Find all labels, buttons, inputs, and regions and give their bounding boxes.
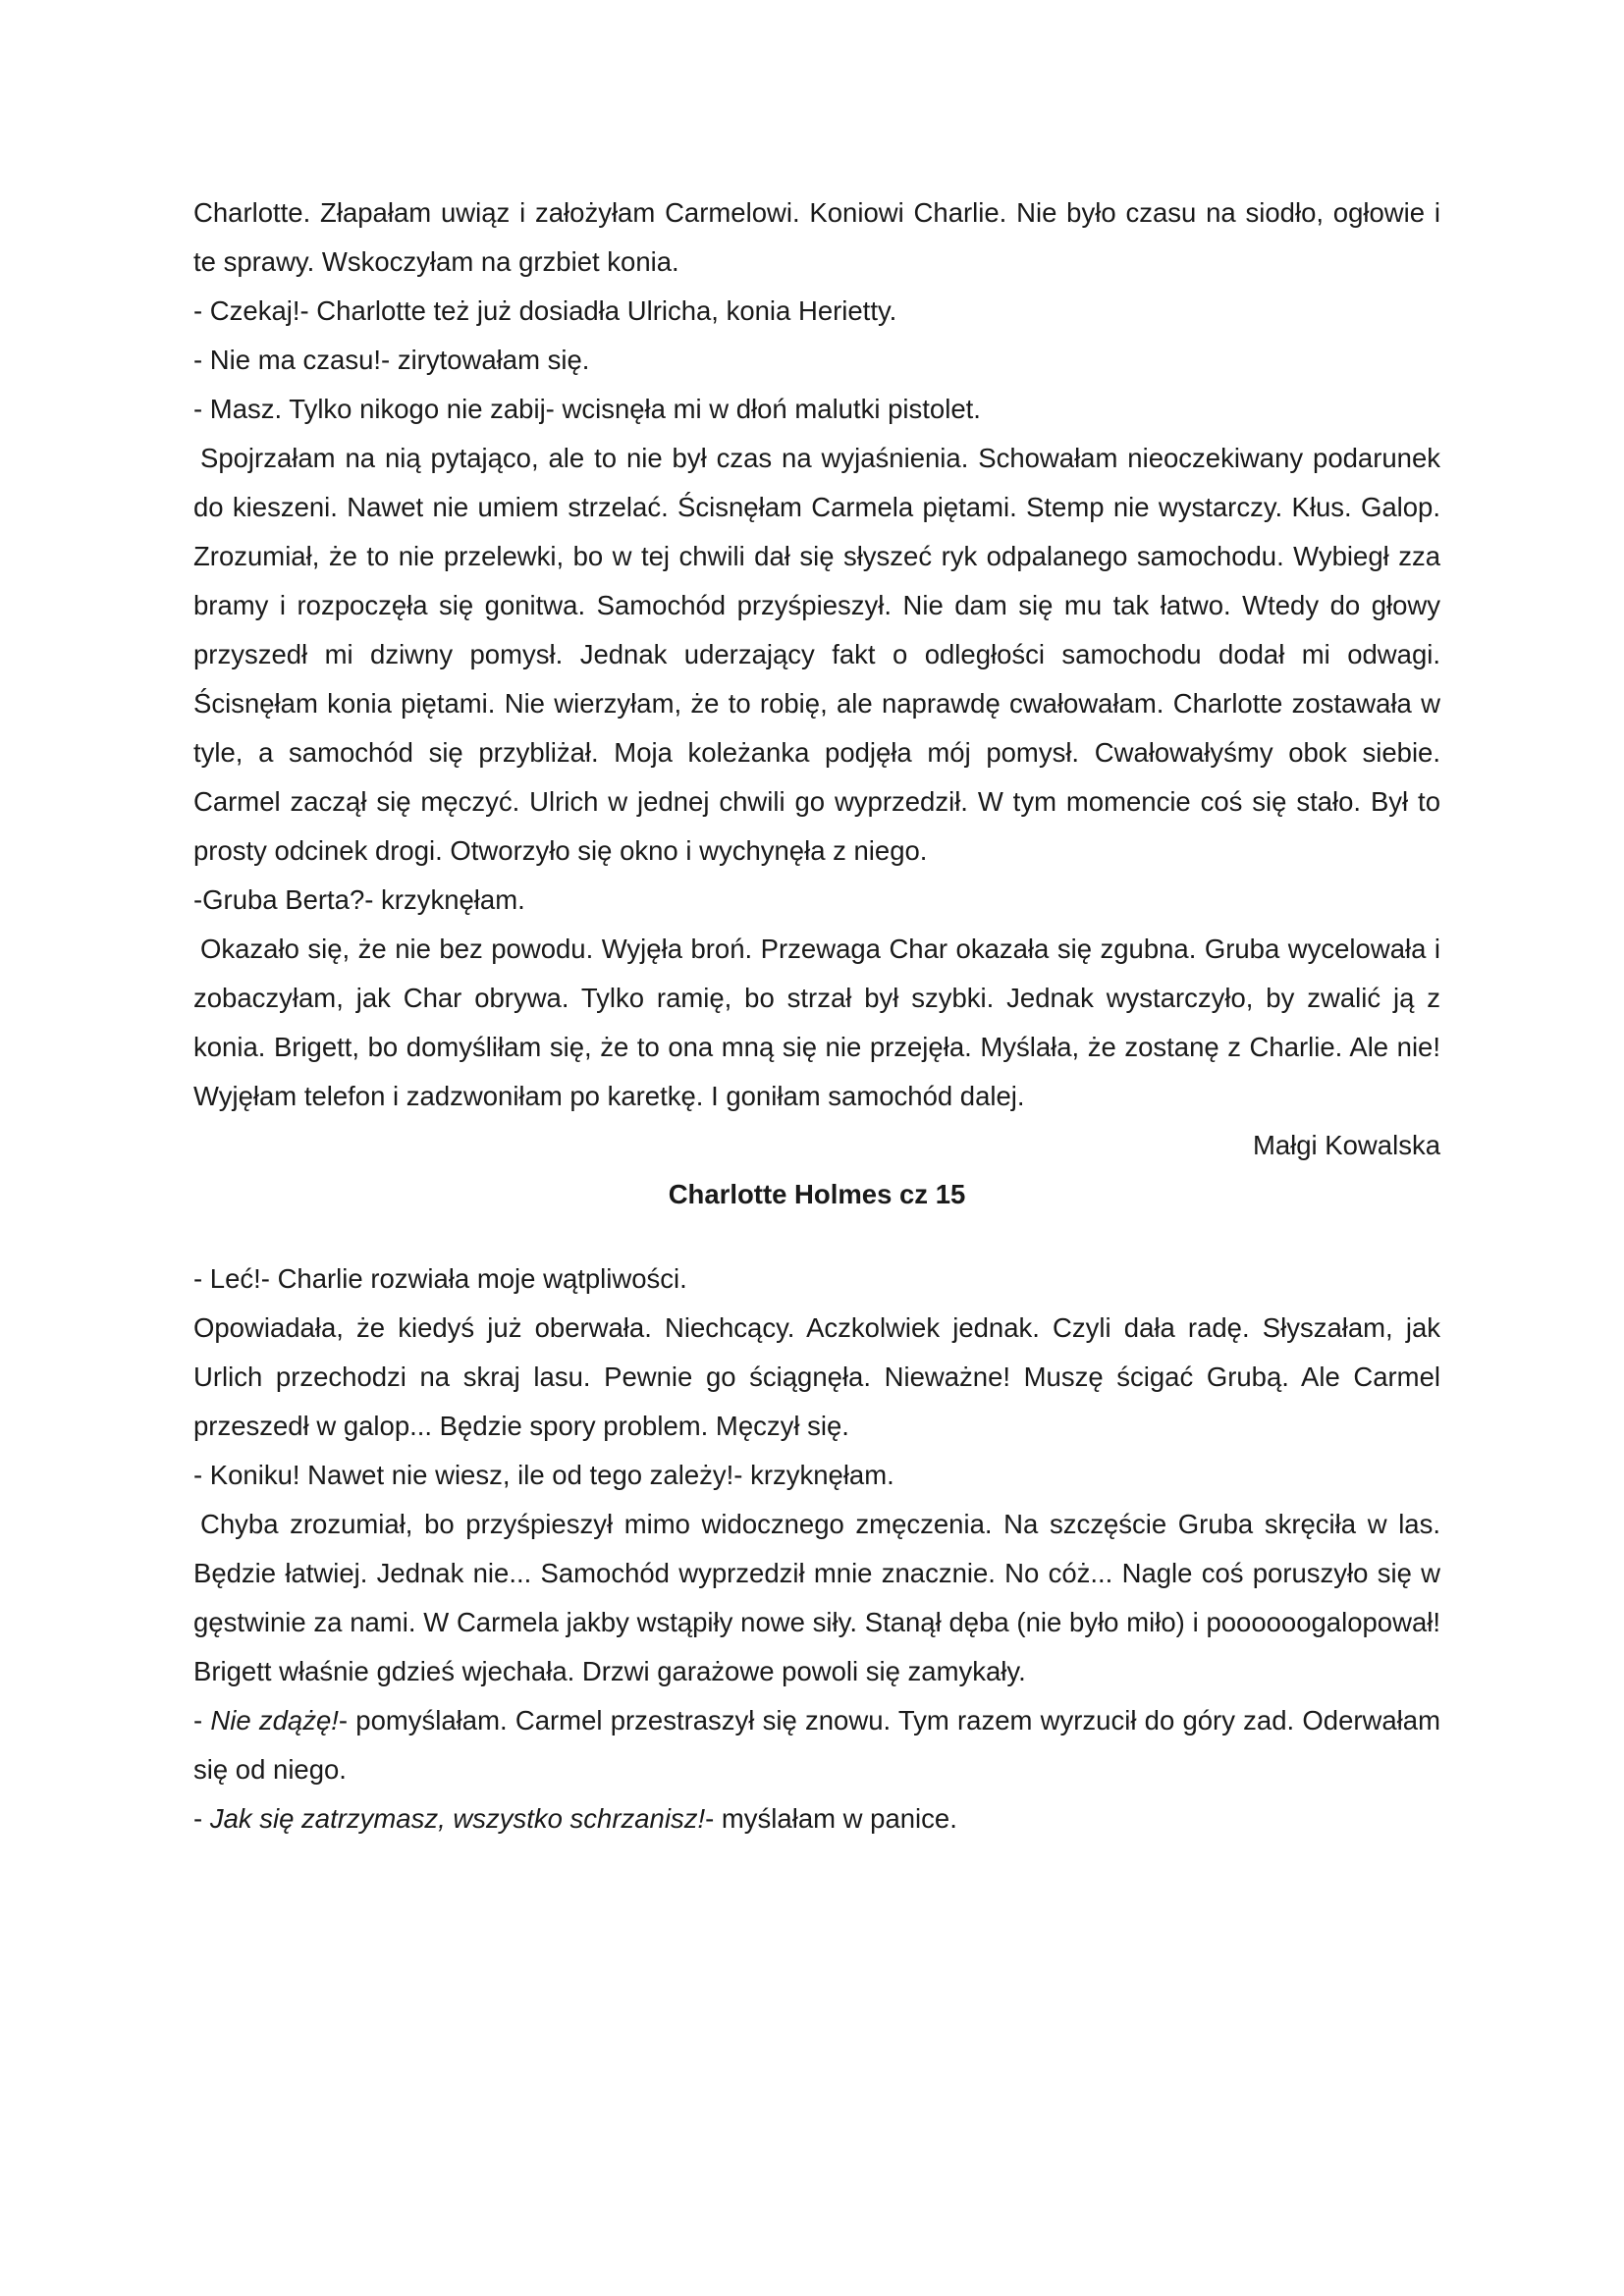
thought-line <box>193 1794 1440 1843</box>
dialogue-line: - Koniku! Nawet nie wiesz, ile od tego zależy!- krzyknęłam. <box>193 1460 894 1490</box>
dialogue-line: - Czekaj!- Charlotte też już dosiadła Ulricha, konia Herietty. <box>193 295 897 326</box>
thought-rest: - pomyślałam. Carmel przestraszył się znowu. Tym razem wyrzucił do góry zad. Oderwałam się od niego. <box>193 1705 1440 1785</box>
thought-italic: Jak się zatrzymasz, wszystko schrzanisz! <box>209 1803 706 1834</box>
paragraph: Charlotte. Złapałam uwiąz i założyłam Carmelowi. Koniowi Charlie. Nie było czasu na siodło, ogłowie i te sprawy. Wskoczyłam na grzbiet konia. <box>193 197 1440 277</box>
paragraph: Spojrzałam na nią pytająco, ale to nie był czas na wyjaśnienia. Schowałam nieoczekiwany podarunek do kieszeni. Nawet nie umiem strzelać. Ścisnęłam Carmela piętami. Stemp nie wystarczy. Kłus. Galop. Zrozumiał, że to nie przelewki, bo w tej chwili dał się słyszeć ryk odpalanego samochodu. Wybiegł zza bramy i rozpoczęła się gonitwa. Samochód przyśpieszył. Nie dam się mu tak łatwo. Wtedy do głowy przyszedł mi dziwny pomysł. Jednak uderzający fakt o odległości samochodu dodał mi odwagi. Ścisnęłam konia piętami. Nie wierzyłam, że to robię, ale naprawdę cwałowałam. Charlotte zostawała w tyle, a samochód się przybliżał. Moja koleżanka podjęła mój pomysł. Cwałowałyśmy obok siebie. Carmel zaczął się męczyć. Ulrich w jednej chwili go wyprzedził. W tym momencie coś się stało. Był to prosty odcinek drogi. Otworzyło się okno i wychynęła z niego. <box>193 443 1440 866</box>
dialogue-line: - Nie ma czasu!- zirytowałam się. <box>193 345 590 375</box>
thought-line <box>193 1696 1440 1794</box>
paragraph: Chyba zrozumiał, bo przyśpieszył mimo widocznego zmęczenia. Na szczęście Gruba skręciła w las. Będzie łatwiej. Jednak nie... Samochód wyprzedził mnie znacznie. No cóż... Nagle coś poruszyło się w gęstwinie za nami. W Carmela jakby wstąpiły nowe siły. Stanął dęba (nie było miło) i poooooogalopował! Brigett właśnie gdzieś wjechała. Drzwi garażowe powoli się zamykały. <box>193 1509 1440 1686</box>
paragraph: Okazało się, że nie bez powodu. Wyjęła broń. Przewaga Char okazała się zgubna. Gruba wycelowała i zobaczyłam, jak Char obrywa. Tylko ramię, bo strzał był szybki. Jednak wystarczyło, by zwalić ją z konia. Brigett, bo domyśliłam się, że to ona mną się nie przejęła. Myślała, że zostanę z Charlie. Ale nie! Wyjęłam telefon i zadzwoniłam po karetkę. I goniłam samochód dalej. <box>193 934 1440 1111</box>
dialogue-line: -Gruba Berta?- krzyknęłam. <box>193 884 525 915</box>
thought-prefix: - <box>193 1705 211 1735</box>
dialogue-line: - Masz. Tylko nikogo nie zabij- wcisnęła mi w dłoń malutki pistolet. <box>193 394 981 424</box>
document-page <box>193 188 1440 1843</box>
thought-prefix: - <box>193 1803 210 1834</box>
dialogue-line: - Leć!- Charlie rozwiała moje wątpliwości. <box>193 1263 687 1294</box>
paragraph: Opowiadała, że kiedyś już oberwała. Niechcący. Aczkolwiek jednak. Czyli dała radę. Słyszałam, jak Urlich przechodzi na skraj lasu. Pewnie go ściągnęła. Nieważne! Muszę ścigać Grubą. Ale Carmel przeszedł w galop... Będzie spory problem. Męczył się. <box>193 1312 1440 1441</box>
chapter-title: Charlotte Holmes cz 15 <box>668 1179 966 1209</box>
thought-italic: Nie zdążę! <box>210 1705 339 1735</box>
author-signature: Małgi Kowalska <box>1252 1130 1440 1160</box>
thought-rest: - myślałam w panice. <box>705 1803 957 1834</box>
